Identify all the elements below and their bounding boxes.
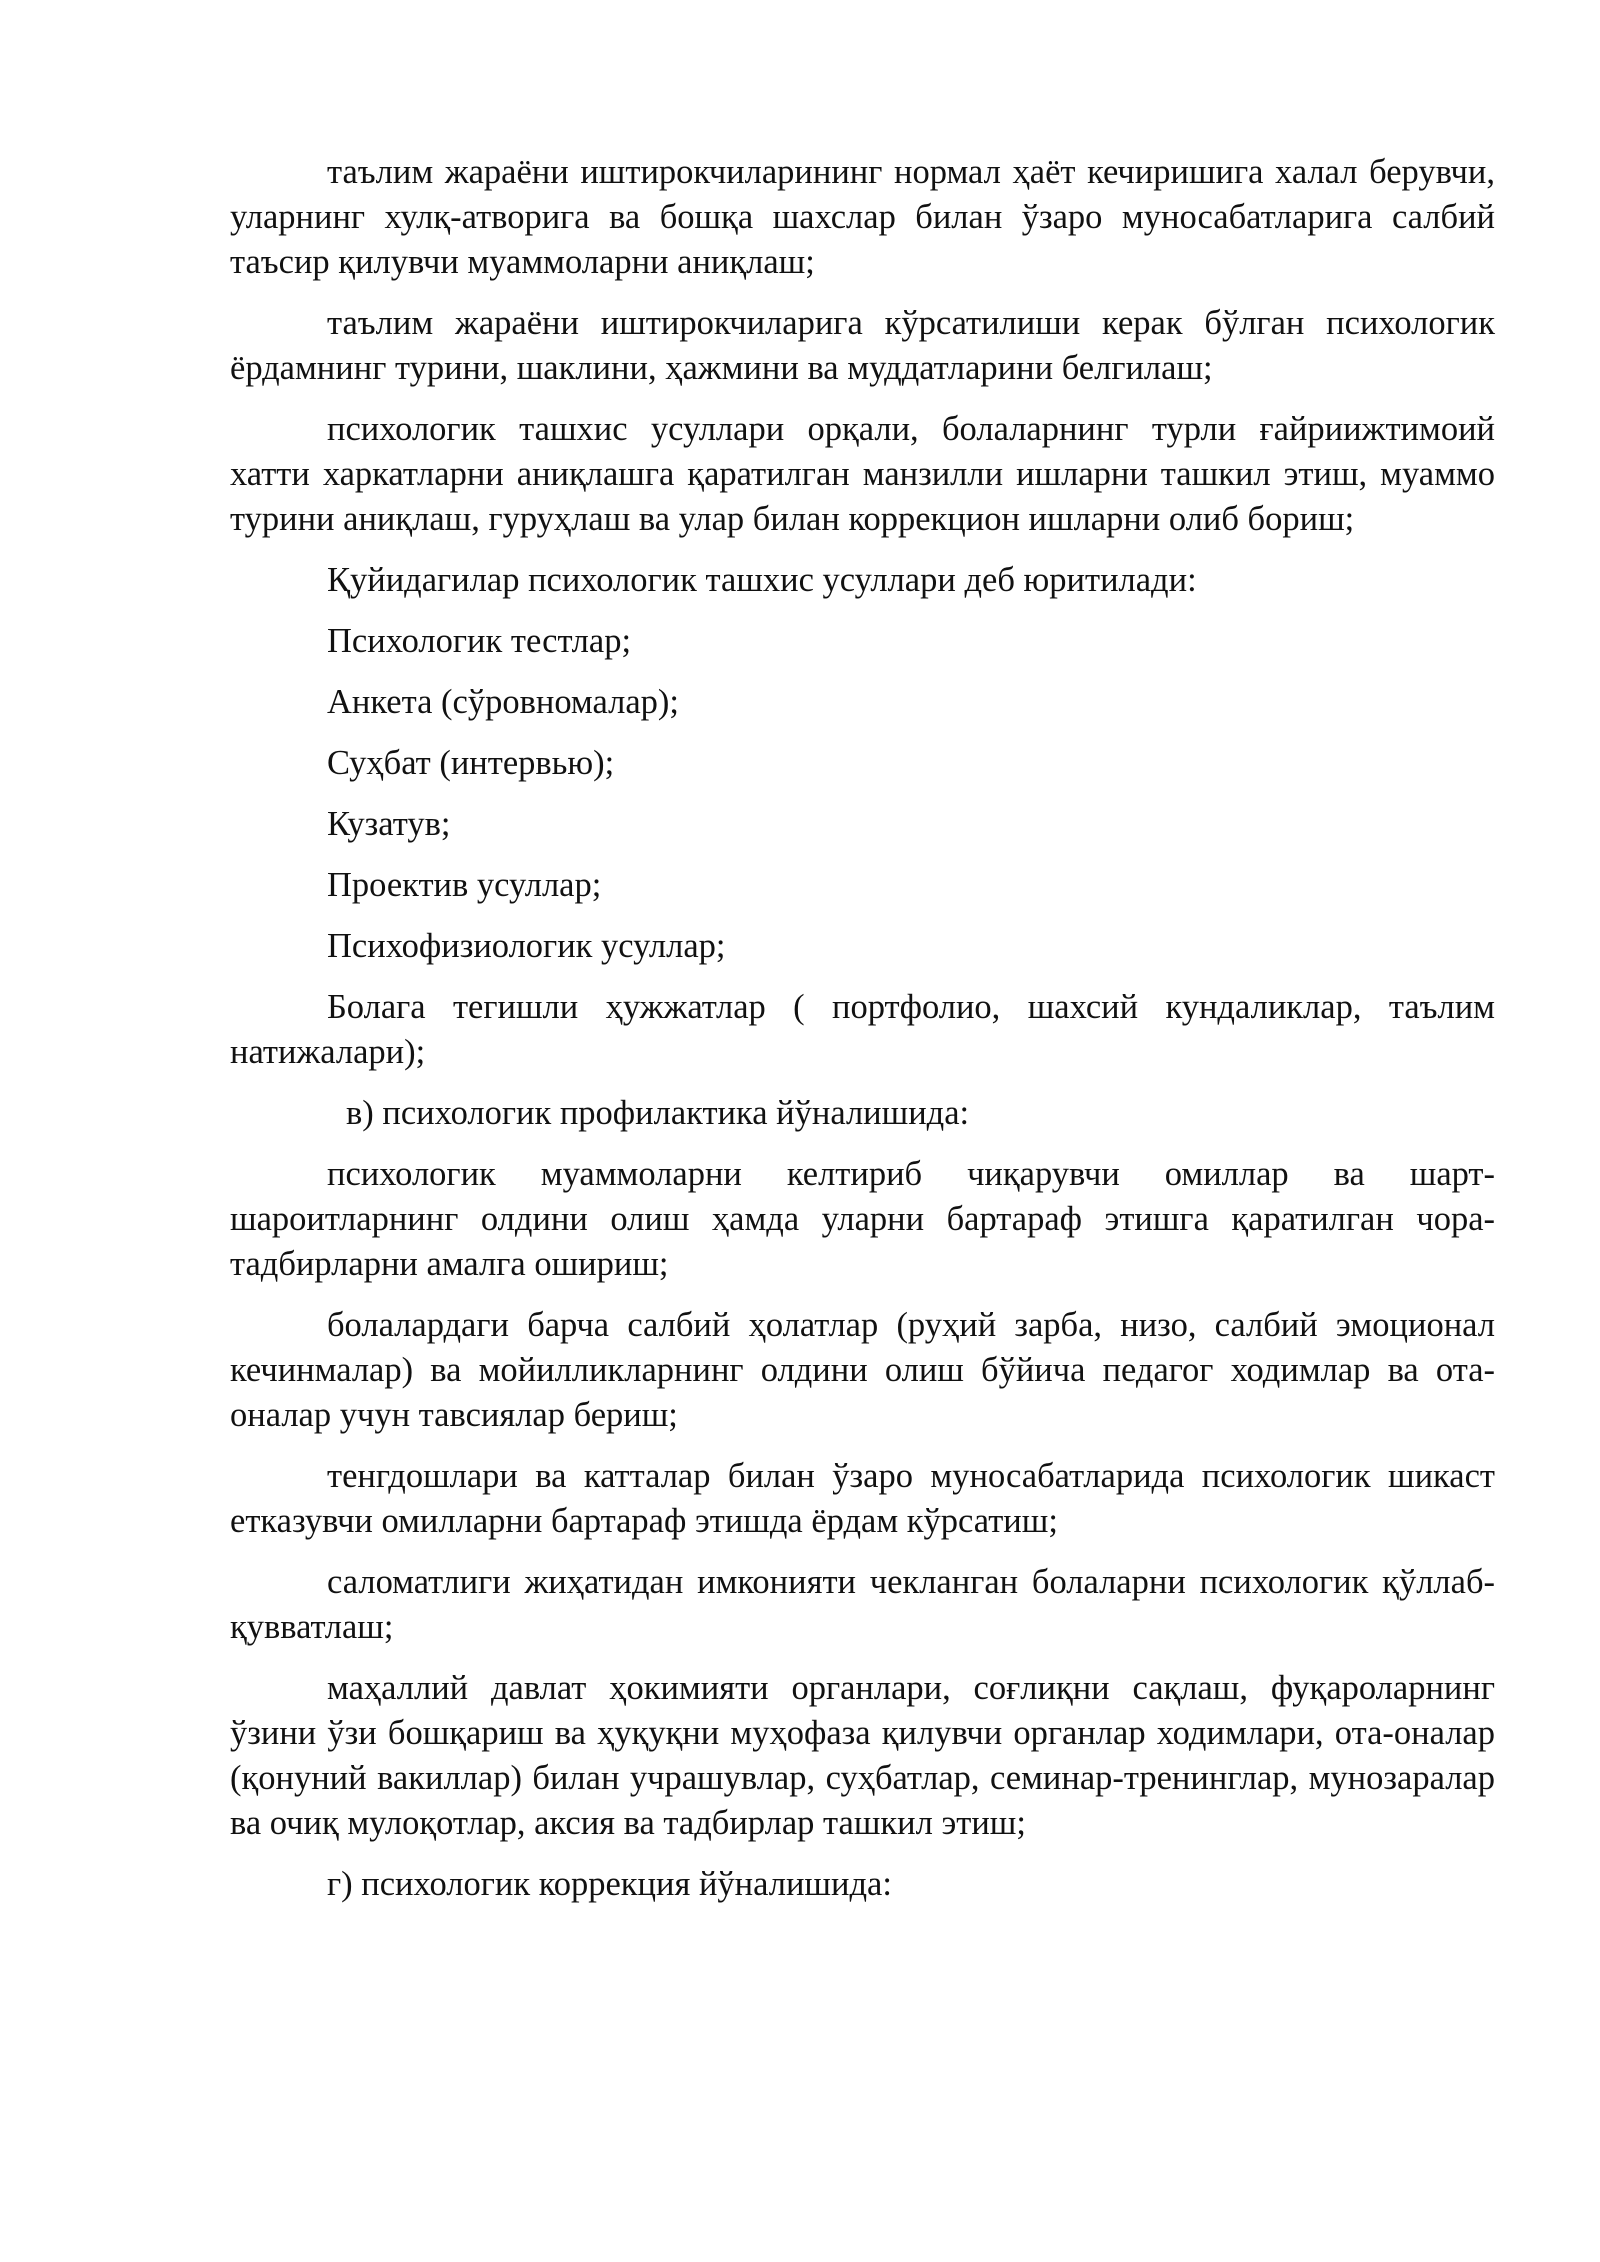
list-item-tests: Психологик тестлар; [327,622,632,660]
paragraph-methods-intro: Қуйидагилар психологик ташхис усуллари деб юритилади: [327,561,1197,599]
list-item-observation: Кузатув; [327,805,451,843]
list-item-projective: Проектив усуллар; [327,866,602,904]
list-item-questionnaire: Анкета (сўровномалар); [327,683,679,721]
list-item-documents: Болага тегишли ҳужжатлар ( портфолио, шахсий кундаликлар, таълим натижалари); [230,988,1495,1071]
paragraph-problems-identification: таълим жараёни иштирокчиларининг нормал ҳаёт кечиришига халал берувчи, уларнинг хулқ-атворига ва бошқа шахслар билан ўзаро муносабатларига салбий таъсир қилувчи муаммоларни аниқлаш; [230,153,1495,281]
paragraph-prevention-measures: психологик муаммоларни келтириб чиқарувчи омиллар ва шарт-шароитларнинг олдини олиш ҳамда уларни бартараф этишга қаратилган чора-тадбирларни амалга ошириш; [230,1155,1495,1283]
section-heading-prophylaxis: в) психологик профилактика йўналишида: [346,1094,970,1132]
paragraph-diagnostic-methods: психологик ташхис усуллари орқали, болаларнинг турли ғайриижтимоий хатти харкатларни аниқлашга қаратилган манзилли ишларни ташкил этиш, муаммо турини аниқлаш, гуруҳлаш ва улар билан коррекцион ишларни олиб бориш; [230,410,1495,538]
paragraph-meetings: маҳаллий давлат ҳокимияти органлари, соғлиқни сақлаш, фуқароларнинг ўзини ўзи бошқариш ва ҳуқуқни муҳофаза қилувчи органлар ходимлари, ота-оналар (қонуний вакиллар) билан учрашувлар, суҳбатлар, семинар-тренинглар, мунозаралар ва очиқ мулоқотлар, аксия ва тадбирлар ташкил этиш; [230,1669,1495,1842]
list-item-interview: Суҳбат (интервью); [327,744,615,782]
section-heading-correction: г) психологик коррекция йўналишида: [327,1865,892,1903]
paragraph-help-type: таълим жараёни иштирокчиларига кўрсатилиши керак бўлган психологик ёрдамнинг турини, шаклини, ҳажмини ва муддатларини белгилаш; [230,304,1495,387]
document-page [230,150,1495,1923]
paragraph-recommendations: болалардаги барча салбий ҳолатлар (руҳий зарба, низо, салбий эмоционал кечинмалар) ва мойилликларнинг олдини олиш бўйича педагог ходимлар ва ота-оналар учун тавсиялар бериш; [230,1306,1495,1434]
list-item-psychophysiological: Психофизиологик усуллар; [327,927,726,965]
paragraph-peer-relations: тенгдошлари ва катталар билан ўзаро муносабатларида психологик шикаст етказувчи омилларни бартараф этишда ёрдам кўрсатиш; [230,1457,1495,1540]
paragraph-health-support: саломатлиги жиҳатидан имконияти чекланган болаларни психологик қўллаб-қувватлаш; [230,1563,1495,1646]
